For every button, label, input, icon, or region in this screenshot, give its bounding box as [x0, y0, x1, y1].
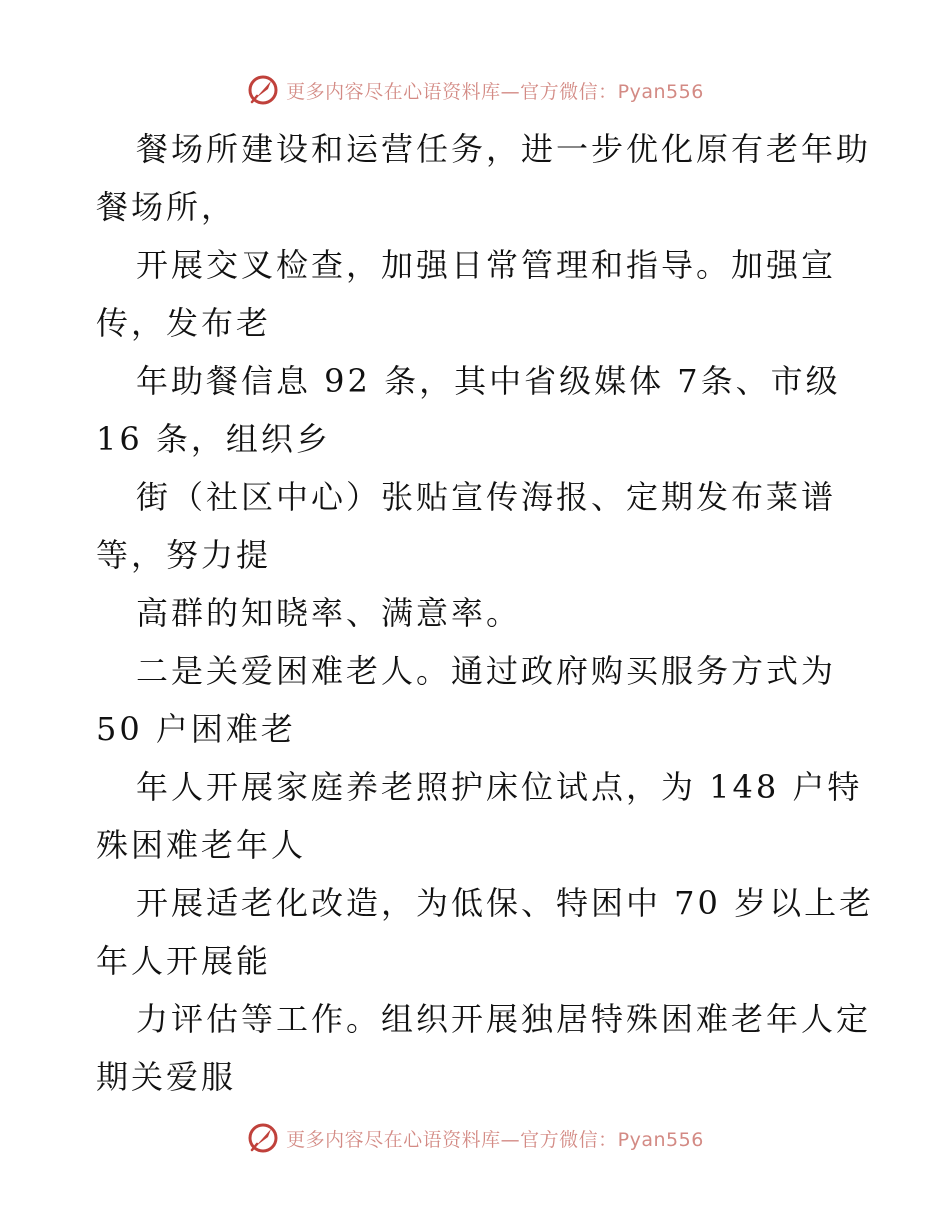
text-line: 高群的知晓率、满意率。: [136, 594, 522, 632]
quill-logo-icon: [246, 1121, 280, 1155]
text-line: 力评估等工作。组织开展独居特殊困难老年人定: [136, 1000, 872, 1038]
text-line: 开展交叉检查，加强日常管理和指导。加强宣: [136, 246, 837, 284]
text-line: 期关爱服: [96, 1058, 237, 1096]
watermark-text: 更多内容尽在心语资料库—官方微信：Pyan556: [286, 1128, 704, 1151]
text-line: 16 条，组织乡: [96, 420, 331, 458]
text-line: 传，发布老: [96, 304, 272, 342]
text-line: 年人开展家庭养老照护床位试点，为 148 户特: [136, 768, 863, 806]
text-line: 年助餐信息 92 条，其中省级媒体 7条、市级: [136, 362, 841, 400]
text-line: 餐场所，: [96, 188, 237, 226]
text-line: 殊困难老年人: [96, 826, 307, 864]
text-line: 50 户困难老: [96, 710, 296, 748]
quill-logo-icon: [246, 73, 280, 107]
header-watermark: [0, 70, 950, 110]
text-line: 二是关爱困难老人。通过政府购买服务方式为: [136, 652, 837, 690]
text-line: 餐场所建设和运营任务，进一步优化原有老年助: [136, 130, 872, 168]
footer-watermark: [0, 1118, 950, 1158]
document-body: [96, 120, 876, 1106]
text-line: 街（社区中心）张贴宣传海报、定期发布菜谱: [136, 478, 837, 516]
watermark-text: 更多内容尽在心语资料库—官方微信：Pyan556: [286, 80, 704, 103]
text-line: 等，努力提: [96, 536, 272, 574]
text-line: 开展适老化改造，为低保、特困中 70 岁以上老: [136, 884, 875, 922]
text-line: 年人开展能: [96, 942, 272, 980]
